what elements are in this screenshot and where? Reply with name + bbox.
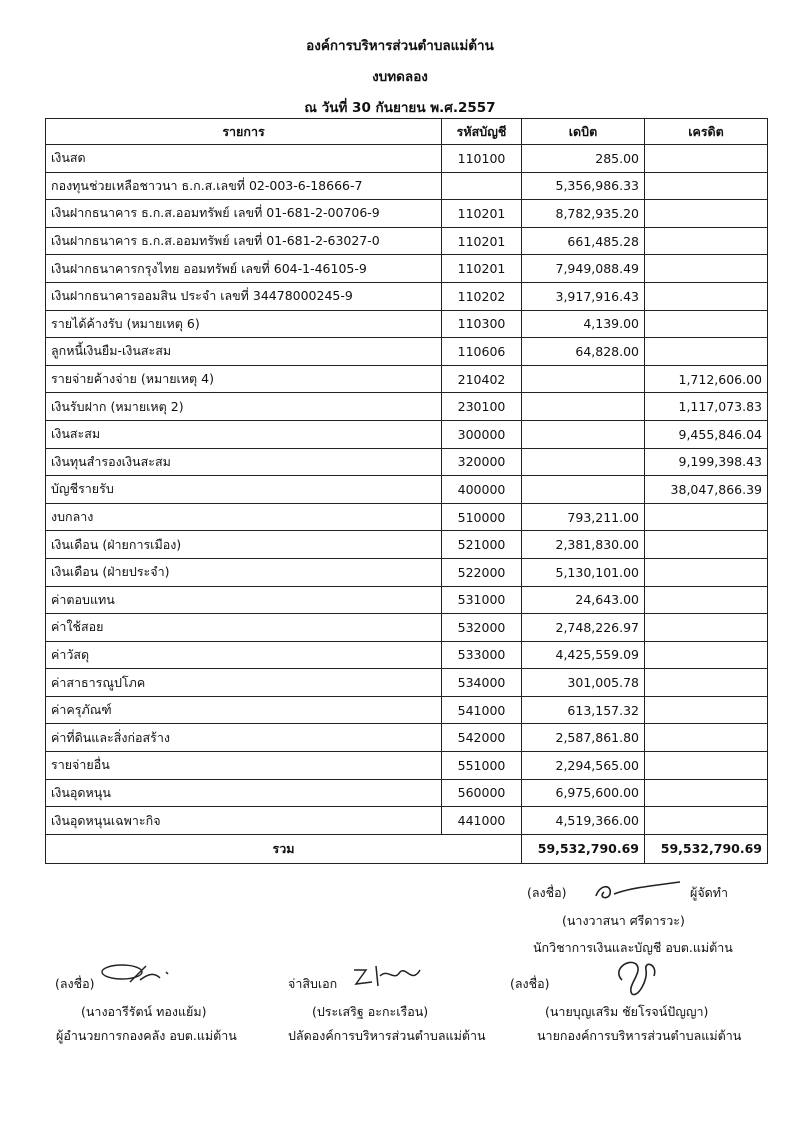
deputy-position: ปลัดองค์การบริหารส่วนตำบลแม่ต้าน bbox=[288, 1028, 486, 1043]
table-header-row bbox=[46, 119, 768, 145]
row-debit: 2,587,861.80 bbox=[522, 724, 645, 752]
row-code: 532000 bbox=[442, 614, 522, 642]
row-code: 210402 bbox=[442, 365, 522, 393]
total-label: รวม bbox=[46, 834, 522, 863]
row-debit: 613,157.32 bbox=[522, 696, 645, 724]
row-code: 300000 bbox=[442, 420, 522, 448]
document-date: ณ วันที่ 30 กันยายน พ.ศ.2557 bbox=[304, 100, 496, 116]
finance-name: (นางอารีรัตน์ ทองแย้ม) bbox=[81, 1004, 207, 1019]
deputy-signature-icon bbox=[350, 962, 430, 990]
row-credit bbox=[645, 282, 768, 310]
table-row bbox=[46, 448, 768, 476]
row-credit bbox=[645, 669, 768, 697]
row-debit: 4,139.00 bbox=[522, 310, 645, 338]
row-code: 110202 bbox=[442, 282, 522, 310]
row-debit bbox=[522, 420, 645, 448]
row-debit: 2,381,830.00 bbox=[522, 531, 645, 559]
table-row bbox=[46, 255, 768, 283]
row-code: 510000 bbox=[442, 503, 522, 531]
table-row bbox=[46, 145, 768, 173]
preparer-sign-prefix: (ลงชื่อ) bbox=[527, 885, 567, 900]
row-debit: 793,211.00 bbox=[522, 503, 645, 531]
row-code: 230100 bbox=[442, 393, 522, 421]
row-credit bbox=[645, 779, 768, 807]
table-row bbox=[46, 614, 768, 642]
row-debit: 2,294,565.00 bbox=[522, 752, 645, 780]
row-item: เงินสะสม bbox=[46, 420, 442, 448]
total-credit: 59,532,790.69 bbox=[645, 834, 768, 863]
table-row bbox=[46, 200, 768, 228]
table-row bbox=[46, 393, 768, 421]
row-item: บัญชีรายรับ bbox=[46, 476, 442, 504]
total-debit: 59,532,790.69 bbox=[522, 834, 645, 863]
row-debit: 24,643.00 bbox=[522, 586, 645, 614]
row-credit: 1,712,606.00 bbox=[645, 365, 768, 393]
row-item: เงินสด bbox=[46, 145, 442, 173]
row-item: เงินอุดหนุน bbox=[46, 779, 442, 807]
row-item: เงินเดือน (ฝ่ายประจำ) bbox=[46, 558, 442, 586]
row-item: เงินฝากธนาคารกรุงไทย ออมทรัพย์ เลขที่ 604-1-46105-9 bbox=[46, 255, 442, 283]
row-credit: 9,455,846.04 bbox=[645, 420, 768, 448]
table-row bbox=[46, 338, 768, 366]
row-debit bbox=[522, 448, 645, 476]
row-code bbox=[442, 172, 522, 200]
row-credit bbox=[645, 724, 768, 752]
row-debit: 5,356,986.33 bbox=[522, 172, 645, 200]
row-code: 542000 bbox=[442, 724, 522, 752]
row-item: งบกลาง bbox=[46, 503, 442, 531]
table-row bbox=[46, 586, 768, 614]
preparer-signature-icon bbox=[590, 878, 685, 904]
row-item: ค่าสาธารณูปโภค bbox=[46, 669, 442, 697]
row-credit bbox=[645, 172, 768, 200]
col-header-code: รหัสบัญชี bbox=[442, 119, 522, 145]
table-row bbox=[46, 807, 768, 835]
row-code: 551000 bbox=[442, 752, 522, 780]
row-code: 441000 bbox=[442, 807, 522, 835]
mayor-sign-prefix: (ลงชื่อ) bbox=[510, 976, 550, 991]
row-credit: 9,199,398.43 bbox=[645, 448, 768, 476]
col-header-credit: เครดิต bbox=[645, 119, 768, 145]
col-header-debit: เดบิต bbox=[522, 119, 645, 145]
row-debit: 5,130,101.00 bbox=[522, 558, 645, 586]
row-code: 110201 bbox=[442, 227, 522, 255]
row-code: 531000 bbox=[442, 586, 522, 614]
row-credit bbox=[645, 641, 768, 669]
row-debit: 301,005.78 bbox=[522, 669, 645, 697]
row-code: 522000 bbox=[442, 558, 522, 586]
row-credit bbox=[645, 338, 768, 366]
table-row bbox=[46, 227, 768, 255]
table-row bbox=[46, 476, 768, 504]
mayor-name: (นายบุญเสริม ชัยโรจน์ปัญญา) bbox=[545, 1004, 709, 1019]
row-item: กองทุนช่วยเหลือชาวนา ธ.ก.ส.เลขที่ 02-003-6-18666-7 bbox=[46, 172, 442, 200]
table-row bbox=[46, 779, 768, 807]
row-item: เงินอุดหนุนเฉพาะกิจ bbox=[46, 807, 442, 835]
row-item: ค่าใช้สอย bbox=[46, 614, 442, 642]
row-credit bbox=[645, 558, 768, 586]
row-debit: 2,748,226.97 bbox=[522, 614, 645, 642]
row-credit bbox=[645, 310, 768, 338]
table-row bbox=[46, 282, 768, 310]
table-row bbox=[46, 724, 768, 752]
row-debit bbox=[522, 476, 645, 504]
row-credit bbox=[645, 614, 768, 642]
row-code: 521000 bbox=[442, 531, 522, 559]
finance-signature-icon bbox=[100, 960, 175, 988]
row-code: 400000 bbox=[442, 476, 522, 504]
row-item: ค่าตอบแทน bbox=[46, 586, 442, 614]
row-item: เงินฝากธนาคาร ธ.ก.ส.ออมทรัพย์ เลขที่ 01-681-2-63027-0 bbox=[46, 227, 442, 255]
table-row bbox=[46, 558, 768, 586]
table-row bbox=[46, 641, 768, 669]
row-debit: 4,425,559.09 bbox=[522, 641, 645, 669]
row-item: เงินฝากธนาคาร ธ.ก.ส.ออมทรัพย์ เลขที่ 01-681-2-00706-9 bbox=[46, 200, 442, 228]
table-row bbox=[46, 752, 768, 780]
row-debit: 7,949,088.49 bbox=[522, 255, 645, 283]
row-code: 110201 bbox=[442, 200, 522, 228]
row-item: รายจ่ายอื่น bbox=[46, 752, 442, 780]
preparer-role: ผู้จัดทำ bbox=[690, 885, 729, 900]
row-item: เงินฝากธนาคารออมสิน ประจำ เลขที่ 34478000245-9 bbox=[46, 282, 442, 310]
row-code: 320000 bbox=[442, 448, 522, 476]
row-debit: 64,828.00 bbox=[522, 338, 645, 366]
row-credit bbox=[645, 227, 768, 255]
finance-sign-prefix: (ลงชื่อ) bbox=[55, 976, 95, 991]
table-row bbox=[46, 172, 768, 200]
row-code: 541000 bbox=[442, 696, 522, 724]
row-code: 110300 bbox=[442, 310, 522, 338]
total-row bbox=[46, 834, 768, 863]
row-credit bbox=[645, 255, 768, 283]
row-credit bbox=[645, 752, 768, 780]
table-row bbox=[46, 696, 768, 724]
col-header-item: รายการ bbox=[46, 119, 442, 145]
row-code: 110201 bbox=[442, 255, 522, 283]
row-credit: 1,117,073.83 bbox=[645, 393, 768, 421]
deputy-sign-prefix: จ่าสิบเอก bbox=[288, 976, 338, 991]
row-code: 110100 bbox=[442, 145, 522, 173]
mayor-signature-icon bbox=[608, 950, 668, 1000]
row-item: เงินเดือน (ฝ่ายการเมือง) bbox=[46, 531, 442, 559]
row-credit bbox=[645, 200, 768, 228]
table-row bbox=[46, 531, 768, 559]
row-code: 560000 bbox=[442, 779, 522, 807]
row-credit: 38,047,866.39 bbox=[645, 476, 768, 504]
row-item: ค่าที่ดินและสิ่งก่อสร้าง bbox=[46, 724, 442, 752]
row-debit bbox=[522, 365, 645, 393]
row-debit: 661,485.28 bbox=[522, 227, 645, 255]
table-row bbox=[46, 669, 768, 697]
row-item: เงินรับฝาก (หมายเหตุ 2) bbox=[46, 393, 442, 421]
row-item: รายได้ค้างรับ (หมายเหตุ 6) bbox=[46, 310, 442, 338]
org-title: องค์การบริหารส่วนตำบลแม่ต้าน bbox=[306, 38, 494, 54]
row-debit: 285.00 bbox=[522, 145, 645, 173]
row-debit bbox=[522, 393, 645, 421]
trial-balance-table bbox=[45, 118, 768, 864]
row-debit: 3,917,916.43 bbox=[522, 282, 645, 310]
row-credit bbox=[645, 807, 768, 835]
row-credit bbox=[645, 145, 768, 173]
finance-position: ผู้อำนวยการกองคลัง อบต.แม่ต้าน bbox=[56, 1028, 237, 1043]
row-item: ค่าครุภัณฑ์ bbox=[46, 696, 442, 724]
row-item: ลูกหนี้เงินยืม-เงินสะสม bbox=[46, 338, 442, 366]
row-debit: 8,782,935.20 bbox=[522, 200, 645, 228]
document-title: งบทดลอง bbox=[372, 69, 428, 85]
row-credit bbox=[645, 503, 768, 531]
row-credit bbox=[645, 696, 768, 724]
row-item: รายจ่ายค้างจ่าย (หมายเหตุ 4) bbox=[46, 365, 442, 393]
table-row bbox=[46, 310, 768, 338]
row-code: 533000 bbox=[442, 641, 522, 669]
mayor-position: นายกองค์การบริหารส่วนตำบลแม่ต้าน bbox=[537, 1028, 742, 1043]
deputy-name: (ประเสริฐ อะกะเรือน) bbox=[312, 1004, 429, 1019]
row-debit: 4,519,366.00 bbox=[522, 807, 645, 835]
row-debit: 6,975,600.00 bbox=[522, 779, 645, 807]
table-row bbox=[46, 503, 768, 531]
preparer-position: นักวิชาการเงินและบัญชี อบต.แม่ต้าน bbox=[533, 940, 733, 955]
row-credit bbox=[645, 586, 768, 614]
row-code: 534000 bbox=[442, 669, 522, 697]
row-code: 110606 bbox=[442, 338, 522, 366]
row-credit bbox=[645, 531, 768, 559]
table-row bbox=[46, 365, 768, 393]
row-item: เงินทุนสำรองเงินสะสม bbox=[46, 448, 442, 476]
table-row bbox=[46, 420, 768, 448]
row-item: ค่าวัสดุ bbox=[46, 641, 442, 669]
preparer-name: (นางวาสนา ศรีดารวะ) bbox=[562, 913, 685, 928]
